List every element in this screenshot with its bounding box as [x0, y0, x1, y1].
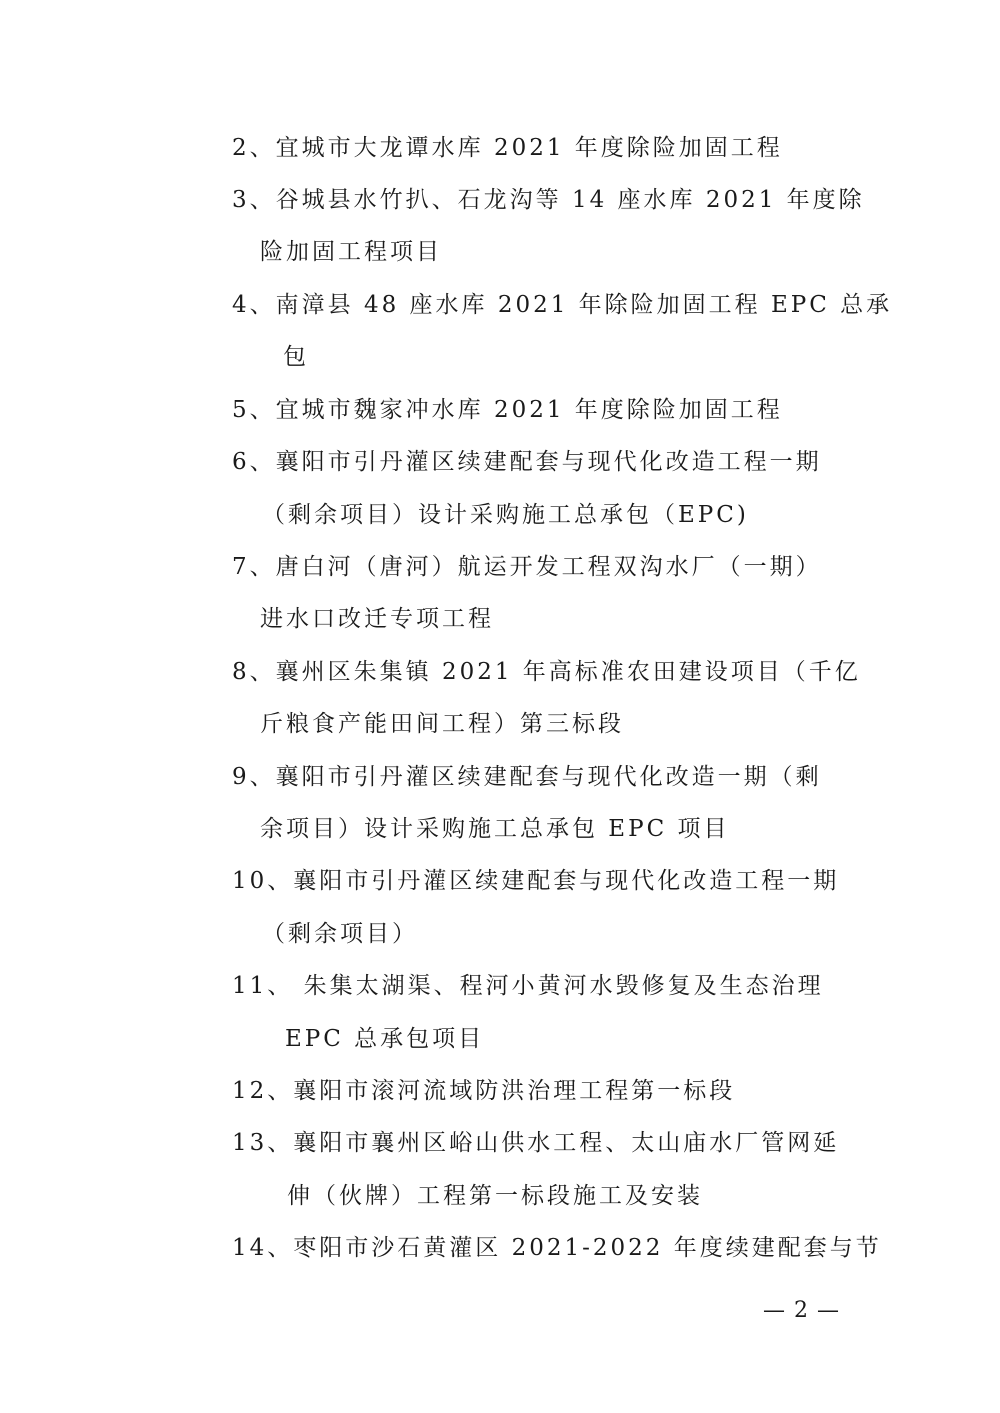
list-item-9-continuation: 余项目）设计采购施工总承包 EPC 项目 — [260, 816, 730, 842]
list-item-13: 13、襄阳市襄州区峪山供水工程、太山庙水厂管网延 — [232, 1130, 840, 1156]
list-item-14: 14、枣阳市沙石黄灌区 2021-2022 年度续建配套与节 — [232, 1235, 882, 1261]
list-item-4-continuation: 包 — [283, 344, 309, 370]
list-item-11-continuation: EPC 总承包项目 — [285, 1026, 485, 1052]
list-item-11: 11、 朱集太湖渠、程河小黄河水毁修复及生态治理 — [232, 973, 824, 999]
list-item-3-continuation: 险加固工程项目 — [260, 239, 442, 265]
list-item-12: 12、襄阳市滚河流域防洪治理工程第一标段 — [232, 1078, 736, 1104]
list-item-10-continuation: （剩余项目） — [262, 921, 418, 947]
list-item-3: 3、谷城县水竹扒、石龙沟等 14 座水库 2021 年度除 — [232, 187, 865, 213]
list-item-7: 7、唐白河（唐河）航运开发工程双沟水厂（一期） — [232, 554, 822, 580]
page-number: — 2 — — [763, 1298, 840, 1323]
list-item-7-continuation: 进水口改迁专项工程 — [260, 606, 494, 632]
list-item-6-continuation: （剩余项目）设计采购施工总承包（EPC) — [262, 502, 749, 528]
list-item-13-continuation: 伸（伙牌）工程第一标段施工及安装 — [287, 1183, 703, 1209]
list-item-4: 4、南漳县 48 座水库 2021 年除险加固工程 EPC 总承 — [232, 292, 893, 318]
list-item-8-continuation: 斤粮食产能田间工程）第三标段 — [260, 711, 624, 737]
list-item-5: 5、宜城市魏家冲水库 2021 年度除险加固工程 — [232, 397, 783, 423]
list-item-2: 2、宜城市大龙谭水库 2021 年度除险加固工程 — [232, 135, 783, 161]
list-item-6: 6、襄阳市引丹灌区续建配套与现代化改造工程一期 — [232, 449, 822, 475]
list-item-10: 10、襄阳市引丹灌区续建配套与现代化改造工程一期 — [232, 868, 840, 894]
list-item-9: 9、襄阳市引丹灌区续建配套与现代化改造一期（剩 — [232, 764, 822, 790]
list-item-8: 8、襄州区朱集镇 2021 年高标准农田建设项目（千亿 — [232, 659, 861, 685]
